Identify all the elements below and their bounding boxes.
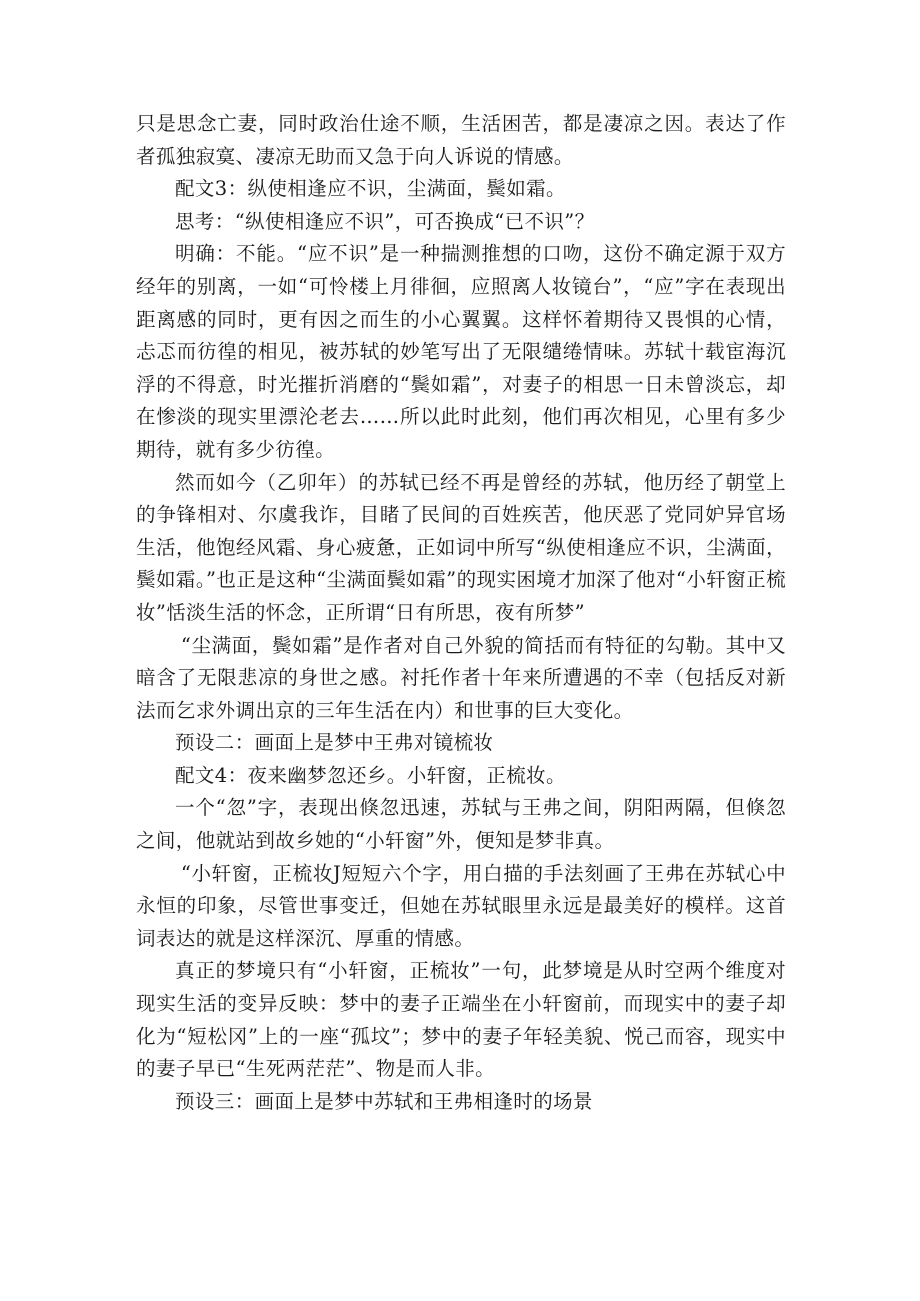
paragraph-preset-3: 预设三：画面上是梦中苏轼和王弗相逢时的场景 bbox=[175, 1089, 593, 1113]
paragraph-dream-analysis: 真正的梦境只有“小轩窗，正梳妆”一句，此梦境是从时空两个维度对现实生活的变异反映：梦中的妻子正端坐在小轩窗前，而现实中的妻子却化为“短松冈”上的一座“孤坟”；梦中的妻子年轻美貌、悦己而容，现实中的妻子早已“生死两茫茫”、物是而人非。 bbox=[136, 959, 786, 1081]
paragraph-appearance: “尘满面，鬓如霜”是作者对自己外貌的简括而有特征的勾勒。其中又暗含了无限悲凉的身世之感。衬托作者十年来所遭遇的不幸（包括反对新法而乞求外调出京的三年生活在内）和世事的巨大变化。 bbox=[136, 633, 786, 722]
paragraph-preset-2: 预设二：画面上是梦中王弗对镜梳妆 bbox=[175, 731, 494, 755]
paragraph-quote-3: 配文3：纵使相逢应不识，尘满面，鬓如霜。 bbox=[175, 177, 566, 201]
paragraph-question: 思考：“纵使相逢应不识”，可否换成“已不识”？ bbox=[175, 209, 595, 233]
paragraph-hu-analysis: 一个“忽”字，表现出倏忽迅速，苏轼与王弗之间，阴阳两隔，但倏忽之间，他就站到故乡她的“小轩窗”外，便知是梦非真。 bbox=[136, 796, 786, 853]
paragraph-continuation: 只是思念亡妻，同时政治仕途不顺，生活困苦，都是凄凉之因。表达了作者孤独寂寞、凄凉无助而又急于向人诉说的情感。 bbox=[136, 112, 786, 168]
paragraph-answer: 明确：不能。“应不识”是一种揣测推想的口吻，这份不确定源于双方经年的别离，一如“可怜楼上月徘徊，应照离人妆镜台”，“应”字在表现出距离感的同时，更有因之而生的小心翼翼。这样怀着期待又畏惧的心情，忐忑而彷徨的相见，被苏轼的妙笔写出了无限缱绻情味。苏轼十载宦海沉浮的不得意，时光摧折消磨的“鬓如霜”，对妻子的相思一日未曾淡忘，却在惨淡的现实里漂沦老去……所以此时此刻，他们再次相见，心里有多少期待，就有多少彷徨。 bbox=[136, 242, 786, 461]
document-body bbox=[136, 108, 786, 1118]
paragraph-quote-4: 配文4：夜来幽梦忽还乡。小轩窗，正梳妆。 bbox=[175, 763, 566, 787]
paragraph-analysis: 然而如今（乙卯年）的苏轼已经不再是曾经的苏轼，他历经了朝堂上的争锋相对、尔虞我诈，目睹了民间的百姓疾苦，他厌恶了党同妒异官场生活，他饱经风霜、身心疲惫，正如词中所写“纵使相逢应不识，尘满面，鬓如霜。”也正是这种“尘满面鬓如霜”的现实困境才加深了他对“小轩窗正梳妆”恬淡生活的怀念，正所谓“日有所思，夜有所梦” bbox=[136, 470, 786, 624]
paragraph-window-analysis: “小轩窗，正梳妆J短短六个字，用白描的手法刻画了王弗在苏轼心中永恒的印象，尽管世事变迁，但她在苏轼眼里永远是最美好的模样。这首词表达的就是这样深沉、厚重的情感。 bbox=[136, 861, 786, 950]
